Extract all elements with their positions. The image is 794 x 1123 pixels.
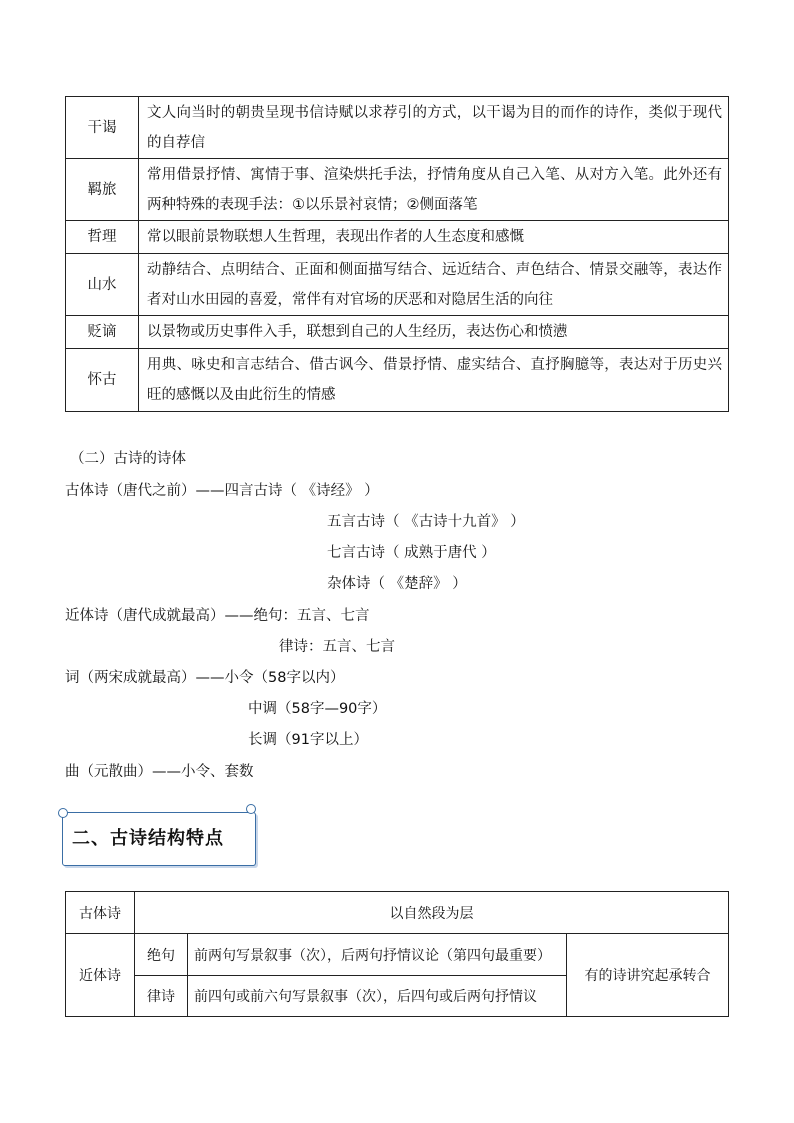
theme-category: 哲理 [66, 221, 139, 254]
table-row [66, 934, 729, 976]
jueju-desc: 前两句写景叙事（次），后两句抒情议论（第四句最重要） [188, 934, 567, 976]
table-row [66, 221, 729, 254]
theme-description: 常用借景抒情、寓情于事、渲染烘托手法，抒情角度从自己入笔、从对方入笔。此外还有两种特殊的表现手法：①以乐景衬哀情；②侧面落笔 [139, 159, 729, 221]
section-header-ribbon [58, 804, 258, 872]
gutishi-label: 古体诗 [66, 892, 135, 934]
section-heading: （二）古诗的诗体 [70, 451, 186, 467]
scroll-curl-icon [58, 808, 68, 818]
jintishi-label: 近体诗 [66, 934, 135, 1017]
theme-category: 羁旅 [66, 159, 139, 221]
poetry-form-line: 古体诗（唐代之前）——四言古诗（ 《诗经》 ） [65, 483, 379, 499]
theme-category: 干谒 [66, 97, 139, 159]
structure-table [65, 891, 729, 1017]
jueju-label: 绝句 [135, 934, 188, 976]
poetry-form-line: 近体诗（唐代成就最高）——绝句：五言、七言 [65, 608, 370, 624]
gutishi-desc: 以自然段为层 [135, 892, 729, 934]
poetry-form-line: 中调（58字—90字） [248, 701, 387, 717]
table-row [66, 316, 729, 349]
theme-description: 文人向当时的朝贵呈现书信诗赋以求荐引的方式，以干谒为目的而作的诗作，类似于现代的自荐信 [139, 97, 729, 159]
table-row [66, 254, 729, 316]
poetry-form-line: 律诗：五言、七言 [279, 639, 395, 655]
theme-category: 山水 [66, 254, 139, 316]
table-row [66, 97, 729, 159]
poetry-theme-table [65, 96, 729, 412]
table-row [66, 159, 729, 221]
lushi-label: 律诗 [135, 976, 188, 1017]
theme-category: 怀古 [66, 349, 139, 412]
poetry-form-line: 五言古诗（ 《古诗十九首》 ） [327, 514, 525, 530]
theme-description: 常以眼前景物联想人生哲理，表现出作者的人生态度和感慨 [139, 221, 729, 254]
poetry-form-line: 词（两宋成就最高）——小令（58字以内） [65, 670, 345, 686]
table-row [66, 892, 729, 934]
theme-description: 动静结合、点明结合、正面和侧面描写结合、远近结合、声色结合、情景交融等，表达作者对山水田园的喜爱，常伴有对官场的厌恶和对隐居生活的向往 [139, 254, 729, 316]
structure-note: 有的诗讲究起承转合 [567, 934, 729, 1017]
poetry-form-line: 长调（91字以上） [248, 732, 368, 748]
scroll-curl-icon [246, 804, 256, 814]
poetry-form-line: 曲（元散曲）——小令、套数 [65, 764, 254, 780]
poetry-form-line: 杂体诗（ 《楚辞》 ） [327, 576, 467, 592]
theme-description: 以景物或历史事件入手，联想到自己的人生经历，表达伤心和愤懑 [139, 316, 729, 349]
lushi-desc: 前四句或前六句写景叙事（次），后四句或后两句抒情议 [188, 976, 567, 1017]
poetry-form-line: 七言古诗（ 成熟于唐代 ） [327, 545, 496, 561]
theme-category: 贬谪 [66, 316, 139, 349]
theme-description: 用典、咏史和言志结合、借古讽今、借景抒情、虚实结合、直抒胸臆等，表达对于历史兴旺的感慨以及由此衍生的情感 [139, 349, 729, 412]
table-row [66, 349, 729, 412]
section-title: 二、古诗结构特点 [72, 828, 224, 849]
